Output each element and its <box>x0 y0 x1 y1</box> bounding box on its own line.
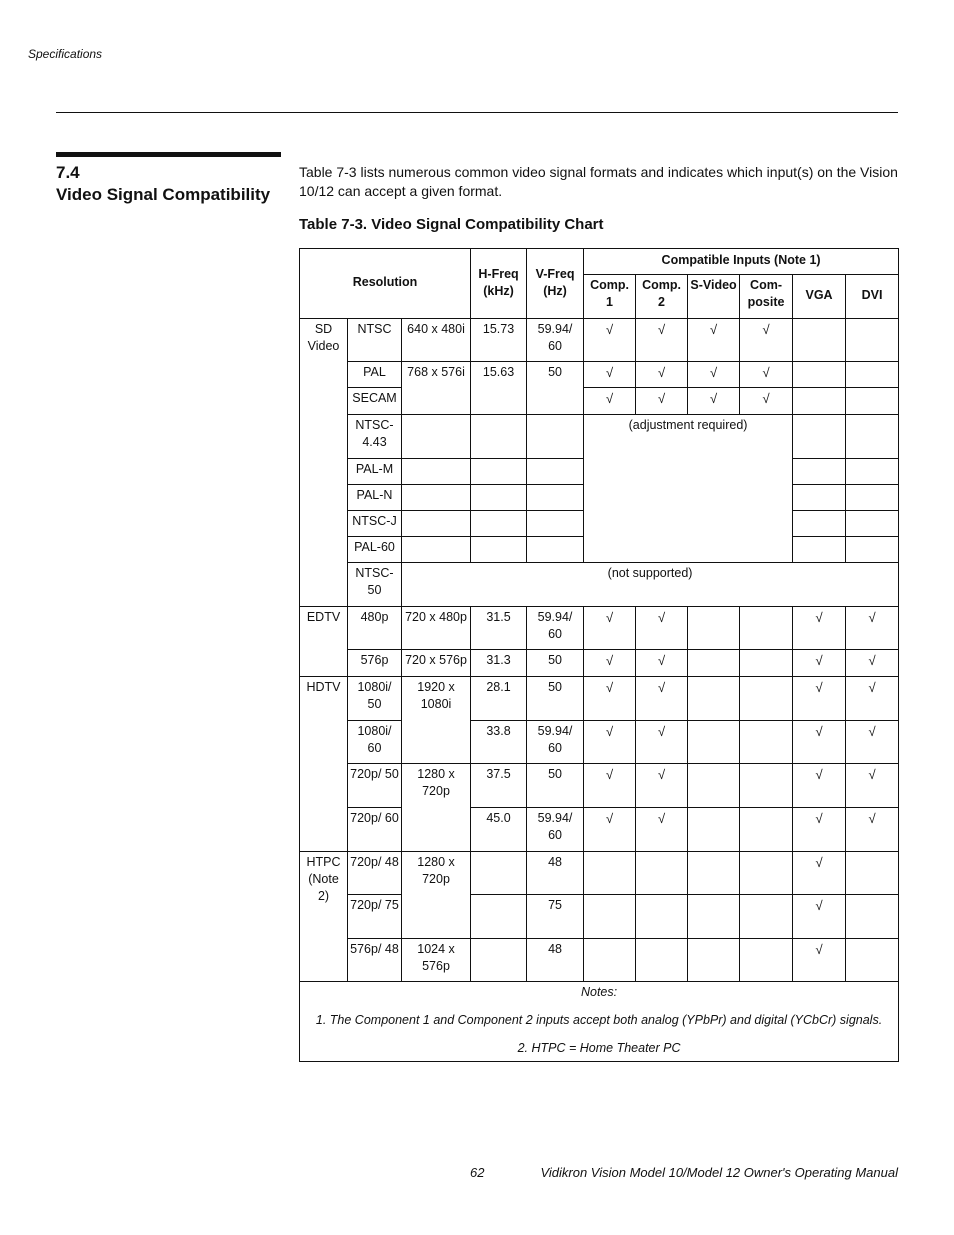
table-row <box>300 721 899 764</box>
resolution-cell: 1280 x 720p <box>402 852 471 939</box>
empty-cell <box>688 852 740 895</box>
check-mark: √ <box>584 388 636 415</box>
comp2-header: Comp. 2 <box>636 275 688 319</box>
table-row <box>300 563 899 607</box>
vfreq-cell: 50 <box>527 677 584 721</box>
vfreq-header: V-Freq (Hz) <box>527 249 584 319</box>
empty-cell <box>793 415 846 459</box>
empty-cell <box>636 895 688 939</box>
empty-cell <box>636 852 688 895</box>
empty-cell <box>471 852 527 895</box>
empty-cell <box>740 939 793 982</box>
empty-cell <box>688 808 740 852</box>
vfreq-cell: 59.94/ 60 <box>527 808 584 852</box>
note-1: 1. The Component 1 and Component 2 inputs accept both analog (YPbPr) and digital (YCbCr) signals. <box>315 1013 883 1027</box>
format-cell: 720p/ 50 <box>348 764 402 808</box>
vfreq-cell: 48 <box>527 852 584 895</box>
check-mark: √ <box>740 388 793 415</box>
notes-row <box>300 982 899 1062</box>
format-cell: SECAM <box>348 388 402 415</box>
format-cell: PAL-N <box>348 485 402 511</box>
page-number: 62 <box>470 1165 485 1180</box>
empty-cell <box>688 939 740 982</box>
empty-cell <box>740 852 793 895</box>
empty-cell <box>402 511 471 537</box>
check-mark: √ <box>636 764 688 808</box>
empty-cell <box>793 511 846 537</box>
format-cell: 1080i/ 60 <box>348 721 402 764</box>
empty-cell <box>584 895 636 939</box>
empty-cell <box>688 721 740 764</box>
empty-cell <box>846 852 899 895</box>
resolution-cell: 720 x 576p <box>402 650 471 677</box>
empty-cell <box>402 537 471 563</box>
check-mark: √ <box>846 721 899 764</box>
format-cell: 576p <box>348 650 402 677</box>
format-cell: PAL-60 <box>348 537 402 563</box>
hfreq-cell: 31.3 <box>471 650 527 677</box>
vfreq-cell: 59.94/ 60 <box>527 607 584 650</box>
empty-cell <box>471 485 527 511</box>
check-mark: √ <box>636 388 688 415</box>
empty-cell <box>584 852 636 895</box>
check-mark: √ <box>636 650 688 677</box>
empty-cell <box>740 607 793 650</box>
empty-cell <box>793 485 846 511</box>
check-mark: √ <box>584 721 636 764</box>
empty-cell <box>793 388 846 415</box>
format-cell: 720p/ 48 <box>348 852 402 895</box>
empty-cell <box>688 764 740 808</box>
empty-cell <box>584 939 636 982</box>
check-mark: √ <box>793 852 846 895</box>
hfreq-cell: 37.5 <box>471 764 527 808</box>
check-mark: √ <box>846 808 899 852</box>
vfreq-cell: 48 <box>527 939 584 982</box>
check-mark: √ <box>636 721 688 764</box>
empty-cell <box>846 388 899 415</box>
format-cell: PAL-M <box>348 459 402 485</box>
group-cell-edtv: EDTV <box>300 607 348 677</box>
empty-cell <box>636 939 688 982</box>
check-mark: √ <box>793 721 846 764</box>
table-row <box>300 939 899 982</box>
empty-cell <box>740 650 793 677</box>
empty-cell <box>471 511 527 537</box>
section-title: Video Signal Compatibility <box>56 185 271 204</box>
empty-cell <box>471 459 527 485</box>
table-row <box>300 319 899 362</box>
check-mark: √ <box>846 764 899 808</box>
vfreq-cell: 59.94/ 60 <box>527 319 584 362</box>
resolution-cell: 1920 x 1080i <box>402 677 471 764</box>
check-mark: √ <box>793 939 846 982</box>
empty-cell <box>527 511 584 537</box>
notes-label: Notes: <box>580 985 618 999</box>
empty-cell <box>402 485 471 511</box>
check-mark: √ <box>740 319 793 362</box>
intro-paragraph: Table 7-3 lists numerous common video signal formats and indicates which input(s) on the Vision 10/12 can accept a given format. <box>299 164 898 199</box>
empty-cell <box>793 459 846 485</box>
empty-cell <box>846 485 899 511</box>
section-bar <box>56 152 281 157</box>
compatibility-table <box>299 248 899 1062</box>
check-mark: √ <box>636 677 688 721</box>
empty-cell <box>740 721 793 764</box>
check-mark: √ <box>584 808 636 852</box>
empty-cell <box>471 415 527 459</box>
not-supported-note: (not supported) <box>402 563 899 607</box>
empty-cell <box>471 537 527 563</box>
vfreq-cell: 75 <box>527 895 584 939</box>
empty-cell <box>402 459 471 485</box>
running-header: Specifications <box>28 47 103 61</box>
empty-cell <box>402 415 471 459</box>
vfreq-cell: 50 <box>527 650 584 677</box>
format-cell: PAL <box>348 362 402 388</box>
hfreq-cell: 33.8 <box>471 721 527 764</box>
vfreq-cell: 59.94/ 60 <box>527 721 584 764</box>
check-mark: √ <box>793 677 846 721</box>
check-mark: √ <box>584 319 636 362</box>
svideo-header: S-Video <box>688 275 740 319</box>
table-row <box>300 895 899 939</box>
empty-cell <box>846 537 899 563</box>
vfreq-cell: 50 <box>527 362 584 415</box>
check-mark: √ <box>793 764 846 808</box>
resolution-header: Resolution <box>300 249 471 319</box>
check-mark: √ <box>688 388 740 415</box>
table-row <box>300 650 899 677</box>
format-cell: 1080i/ 50 <box>348 677 402 721</box>
empty-cell <box>688 607 740 650</box>
table-row <box>300 415 899 459</box>
hfreq-header: H-Freq (kHz) <box>471 249 527 319</box>
empty-cell <box>846 319 899 362</box>
resolution-cell: 720 x 480p <box>402 607 471 650</box>
format-cell: 720p/ 60 <box>348 808 402 852</box>
check-mark: √ <box>793 808 846 852</box>
check-mark: √ <box>688 319 740 362</box>
empty-cell <box>740 895 793 939</box>
check-mark: √ <box>636 607 688 650</box>
table-row <box>300 764 899 808</box>
empty-cell <box>527 459 584 485</box>
empty-cell <box>846 459 899 485</box>
notes-cell <box>300 982 899 1062</box>
empty-cell <box>793 537 846 563</box>
check-mark: √ <box>793 650 846 677</box>
format-cell: 720p/ 75 <box>348 895 402 939</box>
format-cell: 576p/ 48 <box>348 939 402 982</box>
table-row <box>300 607 899 650</box>
empty-cell <box>471 939 527 982</box>
empty-cell <box>527 485 584 511</box>
empty-cell <box>793 362 846 388</box>
check-mark: √ <box>584 650 636 677</box>
empty-cell <box>846 415 899 459</box>
group-cell-hdtv: HDTV <box>300 677 348 852</box>
dvi-header: DVI <box>846 275 899 319</box>
empty-cell <box>846 362 899 388</box>
check-mark: √ <box>636 362 688 388</box>
header-row <box>300 249 899 275</box>
compatible-inputs-header: Compatible Inputs (Note 1) <box>584 249 899 275</box>
empty-cell <box>740 677 793 721</box>
format-cell: NTSC <box>348 319 402 362</box>
resolution-cell: 1024 x 576p <box>402 939 471 982</box>
check-mark: √ <box>846 650 899 677</box>
check-mark: √ <box>846 607 899 650</box>
empty-cell <box>527 537 584 563</box>
check-mark: √ <box>636 319 688 362</box>
empty-cell <box>471 895 527 939</box>
check-mark: √ <box>793 607 846 650</box>
resolution-cell: 640 x 480i <box>402 319 471 362</box>
note-2: 2. HTPC = Home Theater PC <box>517 1041 681 1055</box>
hfreq-cell: 15.63 <box>471 362 527 415</box>
table-row <box>300 852 899 895</box>
table-row <box>300 808 899 852</box>
format-cell: NTSC-4.43 <box>348 415 402 459</box>
format-cell: NTSC-50 <box>348 563 402 607</box>
empty-cell <box>846 939 899 982</box>
check-mark: √ <box>584 677 636 721</box>
check-mark: √ <box>740 362 793 388</box>
comp1-header: Comp. 1 <box>584 275 636 319</box>
check-mark: √ <box>584 764 636 808</box>
check-mark: √ <box>584 607 636 650</box>
empty-cell <box>846 895 899 939</box>
table-caption: Table 7-3. Video Signal Compatibility Chart <box>299 216 604 233</box>
empty-cell <box>740 764 793 808</box>
check-mark: √ <box>636 808 688 852</box>
format-cell: 480p <box>348 607 402 650</box>
resolution-cell: 1280 x 720p <box>402 764 471 852</box>
empty-cell <box>688 895 740 939</box>
table-row <box>300 388 899 415</box>
check-mark: √ <box>793 895 846 939</box>
check-mark: √ <box>846 677 899 721</box>
empty-cell <box>527 415 584 459</box>
vga-header: VGA <box>793 275 846 319</box>
check-mark: √ <box>688 362 740 388</box>
hfreq-cell: 31.5 <box>471 607 527 650</box>
group-cell-htpc: HTPC (Note 2) <box>300 852 348 982</box>
manual-title: Vidikron Vision Model 10/Model 12 Owner's Operating Manual <box>540 1165 898 1180</box>
empty-cell <box>846 511 899 537</box>
format-cell: NTSC-J <box>348 511 402 537</box>
header-rule <box>56 112 898 113</box>
empty-cell <box>740 808 793 852</box>
section-number: 7.4 <box>56 163 80 182</box>
resolution-cell: 768 x 576i <box>402 362 471 415</box>
empty-cell <box>688 677 740 721</box>
vfreq-cell: 50 <box>527 764 584 808</box>
group-cell-sd: SD Video <box>300 319 348 607</box>
hfreq-cell: 28.1 <box>471 677 527 721</box>
hfreq-cell: 15.73 <box>471 319 527 362</box>
composite-header: Com-posite <box>740 275 793 319</box>
check-mark: √ <box>584 362 636 388</box>
adjustment-required-note: (adjustment required) <box>584 415 793 563</box>
table-row <box>300 677 899 721</box>
empty-cell <box>688 650 740 677</box>
empty-cell <box>793 319 846 362</box>
hfreq-cell: 45.0 <box>471 808 527 852</box>
table-row <box>300 362 899 388</box>
